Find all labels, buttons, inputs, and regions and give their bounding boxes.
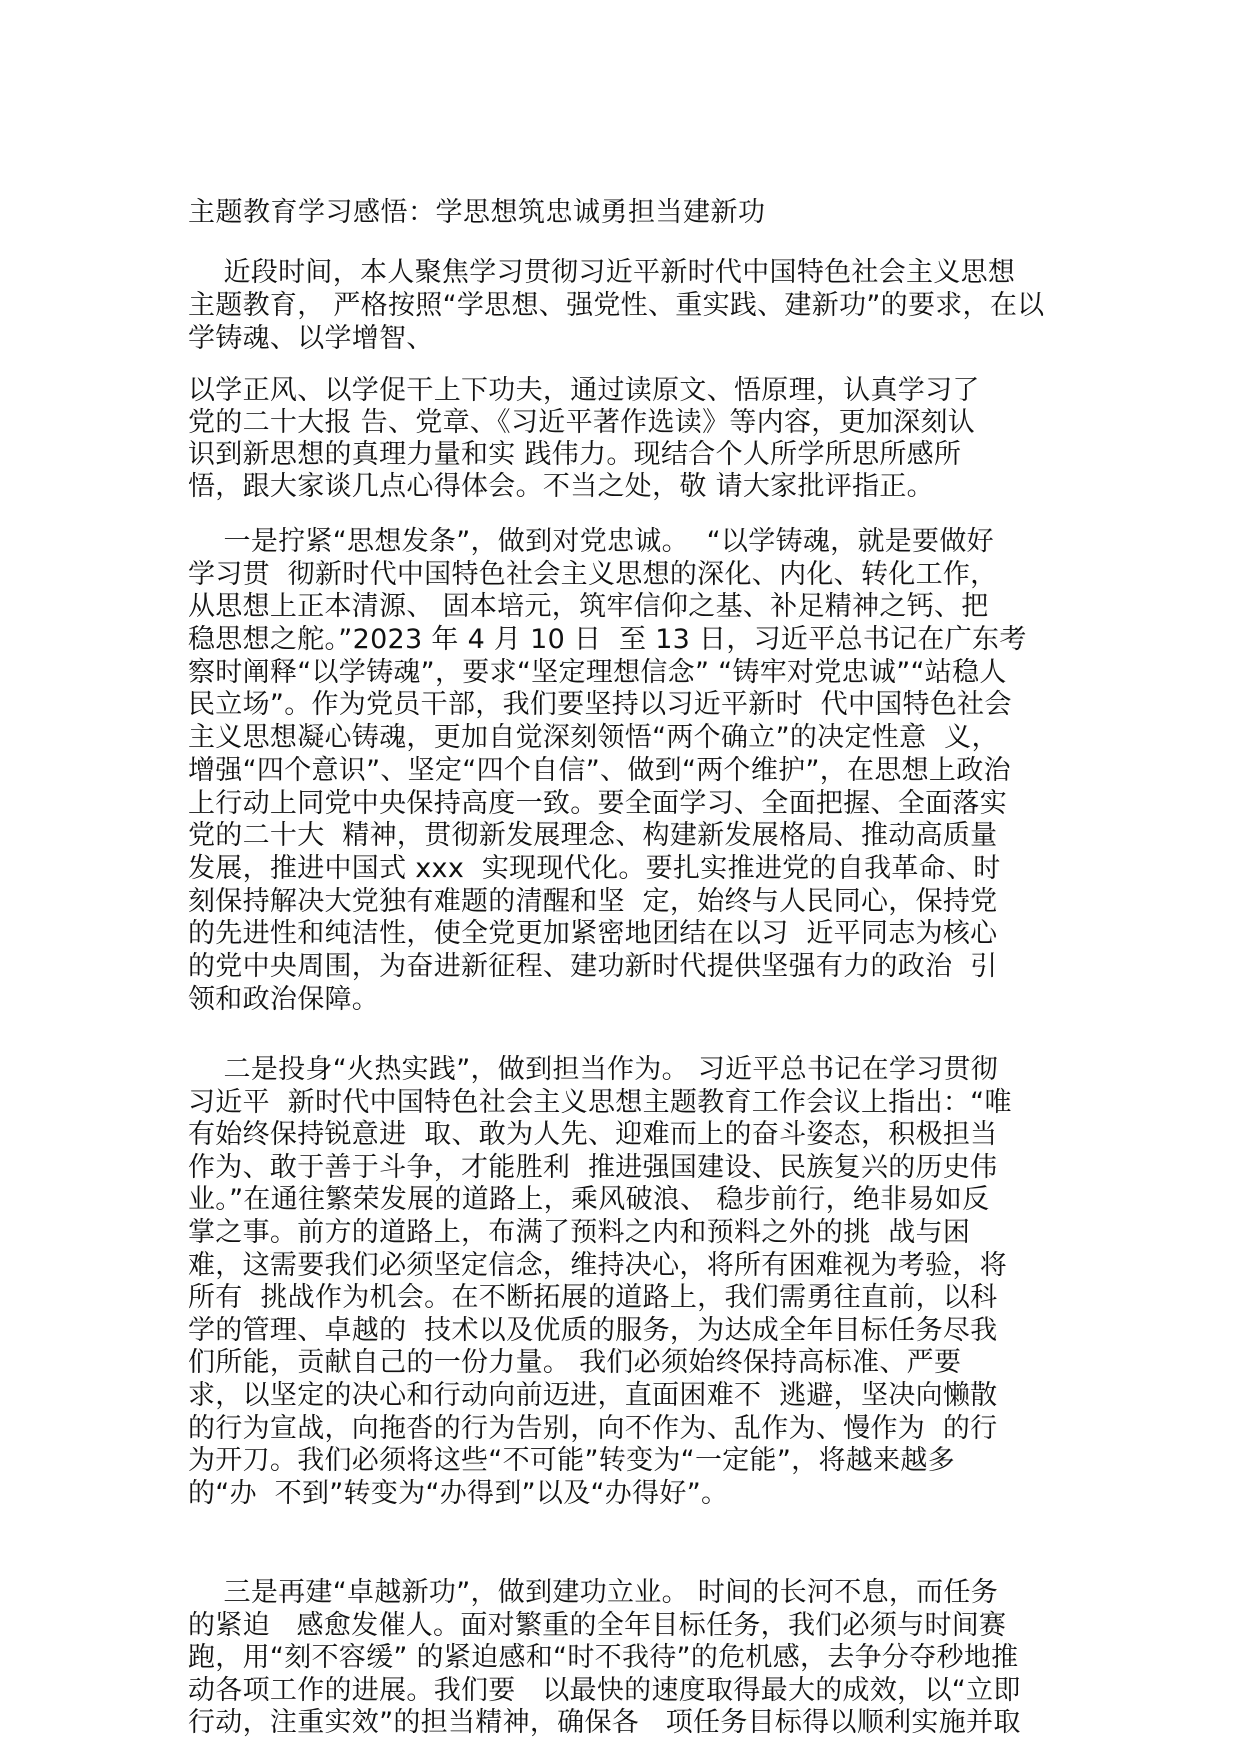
text-line: 所有 挑战作为机会。在不断拓展的道路上，我们需勇往直前，以科 <box>188 1282 998 1314</box>
text-line: 学铸魂、以学增智、 <box>188 323 434 354</box>
text-line: 以学正风、以学促干上下功夫，通过读原文、悟原理，认真学习了 <box>188 375 980 406</box>
text-line: 从思想上正本清源、 固本培元，筑牢信仰之基、补足精神之钙、把 <box>188 591 989 623</box>
text-line: 有始终保持锐意进 取、敢为人先、迎难而上的奋斗姿态，积极担当 <box>188 1119 998 1151</box>
text-line: 悟，跟大家谈几点心得体会。不当之处，敬 请大家批评指正。 <box>188 471 934 502</box>
paragraph-point-two <box>188 1054 1012 1510</box>
text-line: 党的二十大 精神，贯彻新发展理念、构建新发展格局、推动高质量 <box>188 820 998 852</box>
text-line: 掌之事。前方的道路上，布满了预料之内和预料之外的挑 战与困 <box>188 1216 971 1248</box>
text-line: 上行动上同党中央保持高度一致。要全面学习、全面把握、全面落实 <box>188 787 1007 819</box>
text-line: 的党中央周围，为奋进新征程、建功新时代提供坚强有力的政治 引 <box>188 950 998 982</box>
text-line: 一是拧紧“思想发条”，做到对党忠诚。 “以学铸魂，就是要做好 <box>188 526 994 557</box>
text-line: 习近平 新时代中国特色社会主义思想主题教育工作会议上指出：“唯 <box>188 1086 1012 1118</box>
document-title: 主题教育学习感悟：学思想筑忠诚勇担当建新功 <box>188 197 766 228</box>
text-line: 学的管理、卓越的 技术以及优质的服务，为达成全年目标任务尽我 <box>188 1314 998 1346</box>
text-line: 们所能，贡献自己的一份力量。 我们必须始终保持高标准、严要 <box>188 1347 962 1379</box>
text-line: 行动，注重实效”的担当精神，确保各 项任务目标得以顺利实施并取 <box>188 1707 1021 1739</box>
text-line: 党的二十大报 告、党章、《习近平著作选读》等内容，更加深刻认 <box>188 407 976 438</box>
text-line: 领和政治保障。 <box>188 983 380 1015</box>
text-line: 察时阐释“以学铸魂”，要求“坚定理想信念” “铸牢对党忠诚”“站稳人 <box>188 656 1007 688</box>
text-line: 学习贯 彻新时代中国特色社会主义思想的深化、内化、转化工作， <box>188 558 998 590</box>
text-line: 作为、敢于善于斗争，才能胜利 推进强国建设、民族复兴的历史伟 <box>188 1151 998 1183</box>
text-line: 跑，用“刻不容缓” 的紧迫感和“时不我待”的危机感，去争分夺秒地推 <box>188 1642 1019 1674</box>
text-line: 的紧迫 感愈发催人。面对繁重的全年目标任务，我们必须与时间赛 <box>188 1609 1007 1641</box>
text-line: 三是再建“卓越新功”，做到建功立业。 时间的长河不息，而任务 <box>188 1577 999 1608</box>
text-line: 识到新思想的真理力量和实 践伟力。现结合个人所学所思所感所 <box>188 439 962 470</box>
text-line: 动各项工作的进展。我们要 以最快的速度取得最大的成效，以“立即 <box>188 1674 1021 1706</box>
text-line: 近段时间，本人聚焦学习贯彻习近平新时代中国特色社会主义思想 <box>188 257 1016 288</box>
text-line: 业。”在通往繁荣发展的道路上，乘风破浪、 稳步前行，绝非易如反 <box>188 1184 990 1216</box>
text-line: 为开刀。我们必须将这些“不可能”转变为“一定能”，将越来越多 <box>188 1445 955 1477</box>
paragraph-intro-continued <box>188 375 980 503</box>
text-line: 主义思想凝心铸魂，更加自觉深刻领悟“两个确立”的决定性意 义， <box>188 722 999 754</box>
text-line: 难，这需要我们必须坚定信念，维持决心，将所有困难视为考验，将 <box>188 1249 1007 1281</box>
text-line: 的行为宣战，向拖沓的行为告别，向不作为、乱作为、慢作为 的行 <box>188 1412 998 1444</box>
paragraph-point-one <box>188 526 1027 1016</box>
text-line: 刻保持解决大党独有难题的清醒和坚 定，始终与人民同心，保持党 <box>188 885 998 917</box>
text-line: 求，以坚定的决心和行动向前迈进，直面困难不 逃避，坚决向懒散 <box>188 1379 998 1411</box>
text-line: 发展，推进中国式 xxx 实现现代化。要扎实推进党的自我革命、时 <box>188 852 1001 884</box>
paragraph-point-three <box>188 1577 1021 1740</box>
paragraph-intro <box>188 256 1044 355</box>
text-line: 的“办 不到”转变为“办得到”以及“办得好”。 <box>188 1477 729 1509</box>
text-line: 民立场”。作为党员干部，我们要坚持以习近平新时 代中国特色社会 <box>188 689 1012 721</box>
text-line: 增强“四个意识”、坚定“四个自信”、做到“两个维护”，在思想上政治 <box>188 754 1011 786</box>
text-line: 二是投身“火热实践”，做到担当作为。 习近平总书记在学习贯彻 <box>188 1054 999 1085</box>
text-line: 稳思想之舵。”2023 年 4 月 10 日 至 13 日，习近平总书记在广东考 <box>188 624 1027 656</box>
text-line: 的先进性和纯洁性，使全党更加紧密地团结在以习 近平同志为核心 <box>188 918 998 950</box>
text-line: 主题教育， 严格按照“学思想、强党性、重实践、建新功”的要求，在以 <box>188 290 1045 321</box>
